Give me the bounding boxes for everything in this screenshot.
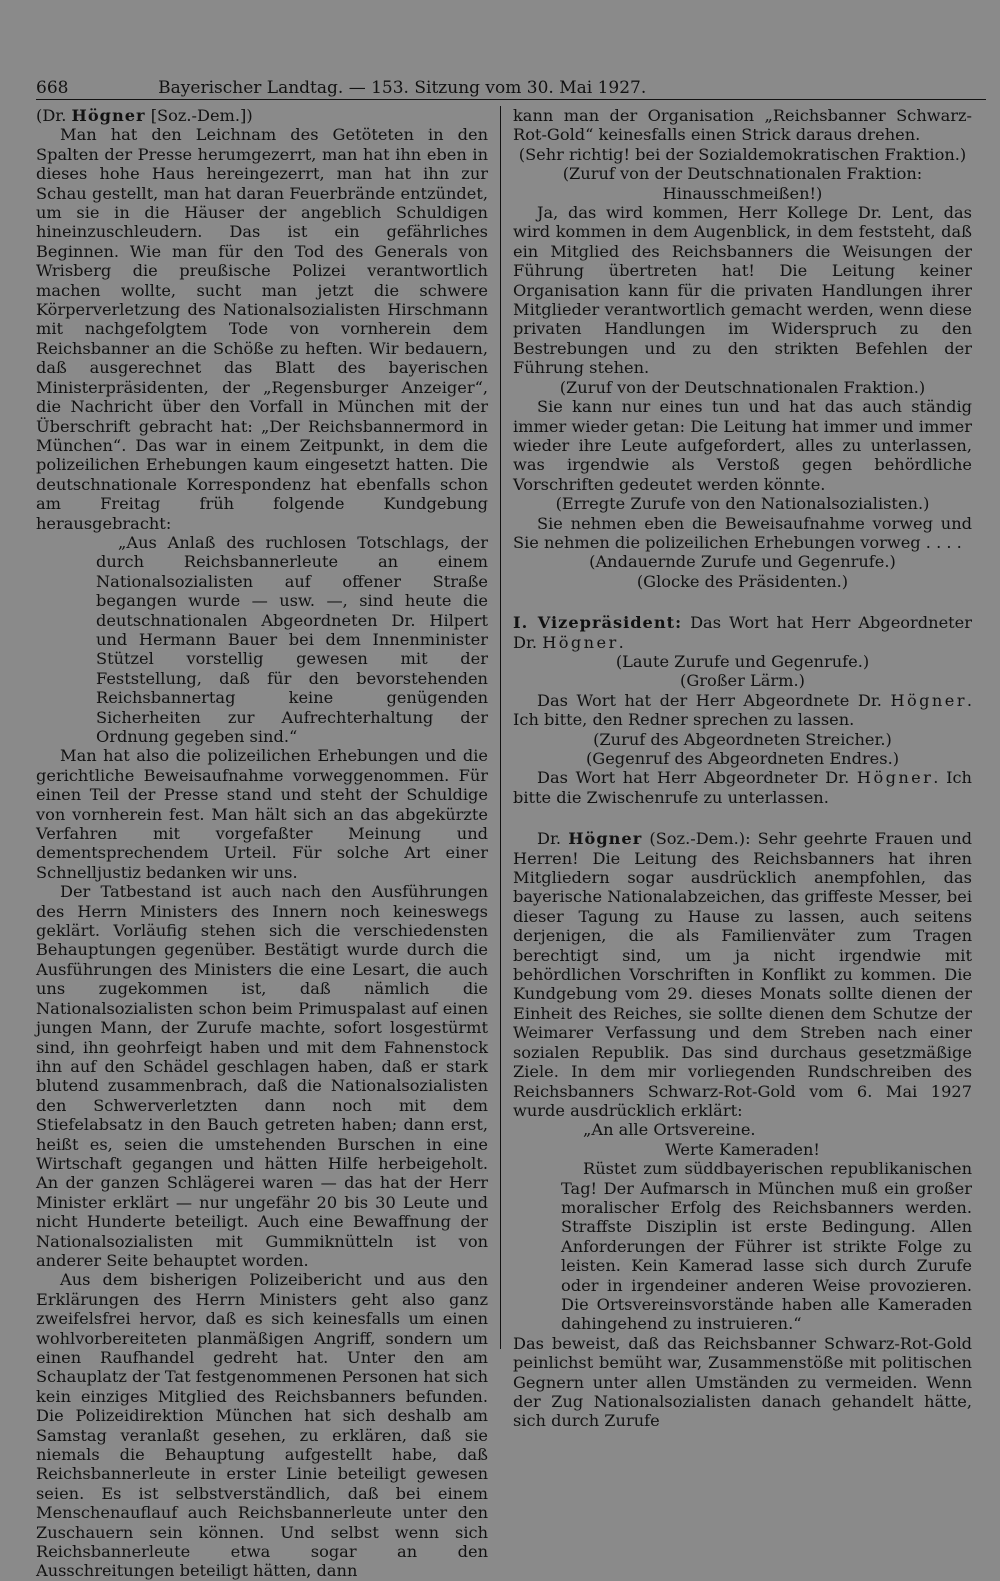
spacer: [513, 591, 972, 613]
column-divider: [500, 106, 501, 1349]
speaker-name: Högner: [890, 690, 967, 710]
interjection: (Glocke des Präsidenten.): [636, 571, 849, 591]
speaker-continuation: [36, 106, 488, 125]
quoted-statement: „Aus Anlaß des ruchlosen Totschlags, der durch Reichsbannerleute an einem Nationalsozialisten auf offener Straße begangen wurde — usw. —, sind heute die deutschnationalen Abgeordneten Dr. Hilpert und Hermann Bauer bei dem Innenminister Stützel vorstellig gewesen mit der Feststellung, daß für den bevorstehenden Reichsbannertag keine genügenden Sicherheiten zur Aufrechterhaltung der Ordnung gegeben sind.“: [96, 532, 488, 746]
speaker-name: Högner: [71, 106, 146, 125]
paragraph: [513, 691, 972, 730]
paragraph: Sie kann nur eines tun und hat das auch ständig immer wieder getan: Die Leitung hat immer und immer wieder ihre Leute aufgefordert, alles zu unterlassen, was irgendwie als Verstoß gegen behördliche Vorschriften gedeutet werden könnte.: [513, 397, 972, 494]
interjection: (Zuruf des Abgeordneten Streicher.): [593, 729, 892, 749]
running-head: Bayerischer Landtag. — 153. Sitzung vom 30. Mai 1927.: [158, 78, 647, 98]
statement-text: . Ich bitte, den Redner sprechen zu lassen.: [513, 690, 972, 730]
statement-text: .: [618, 632, 624, 652]
quote-opening: „An alle Ortsvereine.: [583, 1120, 756, 1140]
quote-greeting: Werte Kameraden!: [665, 1139, 820, 1159]
paragraph: Man hat den Leichnam des Getöteten in den Spalten der Presse herumgezerrt, man hat ihn eben in dieses hohe Haus hereingezerrt, man hat ihn zur Schau gestellt, man hat daran Feuerbrände entzündet, um sie in die Häuser der angeblich Schuldigen hineinzuschleudern. Das ist ein gefährliches Beginnen. Wie man für den Tod des Generals von Wrisberg die preußische Polizei verantwortlich machen wollte, sucht man jetzt die schwere Körperverletzung des Nationalsozialisten Hirschmann mit nachgefolgtem Tode von vornherein dem Reichsbanner an die Schöße zu heften. Wir bedauern, daß ausgerechnet das Blatt des bayerischen Ministerpräsidenten, der „Regensburger Anzeiger“, die Nachricht über den Vorfall in München mit der Überschrift gebracht hat: „Der Reichsbannermord in München“. Das war in einem Zeitpunkt, in dem die polizeilichen Erhebungen kaum eingesetzt hatten. Die deutschnationale Korrespondenz hat ebenfalls schon am Freitag früh folgende Kundgebung herausgebracht:: [36, 125, 488, 533]
vice-president-statement: [513, 613, 972, 652]
statement-text: Das Wort hat der Herr Abgeordnete Dr.: [537, 690, 891, 710]
speaker-open: (Dr.: [36, 106, 72, 125]
statement-text: Das Wort hat Herr Abgeordneter Dr.: [513, 613, 972, 652]
right-column: [509, 106, 972, 1431]
speaker-title: Dr.: [537, 829, 569, 849]
speaker-party: [Soz.-Dem.]): [145, 106, 253, 125]
left-column: [36, 106, 494, 1581]
text-columns: [36, 106, 986, 1581]
quote-body: Rüstet zum süddbayerischen republikanischen Tag! Der Aufmarsch in München muß ein großer moralischer Erfolg des Reichsbanners werden. Straffste Disziplin ist erste Bedingung. Allen Anforderungen der Führer ist strikte Folge zu leisten. Kein Kamerad lasse sich durch Zurufe oder in irgendeiner anderen Weise provozieren. Die Ortsvereinsvorstände haben alle Kameraden dahingehend zu instruieren.“: [561, 1159, 972, 1334]
page-number: 668: [36, 78, 69, 98]
paragraph: [513, 768, 972, 807]
interjection: (Gegenruf des Abgeordneten Endres.): [585, 749, 900, 768]
paragraph: Aus dem bisherigen Polizeibericht und aus den Erklärungen des Herrn Ministers geht also ganz zweifelsfrei hervor, daß es sich keinesfalls um einen wohlvorbereiteten planmäßigen Angriff, sondern um einen Raufhandel gedreht hat. Unter den am Schauplatz der Tat festgenommenen Personen hat sich kein einziges Mitglied des Reichsbanners befunden. Die Polizeidirektion München hat sich deshalb am Samstag veranlaßt gesehen, zu erklären, daß sie niemals die Behauptung aufgestellt habe, daß Reichsbannerleute in erster Linie beteiligt gewesen seien. Es ist selbstverständlich, daß bei einem Menschenauflauf auch Reichsbannerleute unter den Zuschauern sein können. Und selbst wenn sich Reichsbannerleute etwa sogar an den Ausschreitungen beteiligt hätten, dann: [36, 1270, 488, 1581]
paragraph: Sie nehmen eben die Beweisaufnahme vorweg und Sie nehmen die polizeilichen Erhebungen vorweg . . . .: [513, 513, 972, 552]
paragraph: kann man der Organisation „Reichsbanner Schwarz-Rot-Gold“ keinesfalls einen Strick daraus drehen.: [513, 106, 972, 145]
paragraph: Der Tatbestand ist auch nach den Ausführungen des Herrn Ministers des Innern noch keineswegs geklärt. Vorläufig stehen sich die verschiedensten Behauptungen gegenüber. Bestätigt wurde durch die Ausführungen des Ministers die eine Lesart, die auch uns zugekommen ist, daß nämlich die Nationalsozialisten schon beim Primuspalast auf einen jungen Mann, der Zurufe machte, sofort losgestürmt sind, ihn geohrfeigt haben und mit dem Fahnenstock ihn auf den Schädel geschlagen haben, daß er stark blutend zusammenbrach, daß die Nationalsozialisten den Schwerverletzten dann noch mit dem Stiefelabsatz in den Bauch getreten haben; dann erst, heißt es, seien die umstehenden Burschen in eine Wirtschaft gegangen und hätten Hilfe herbeigeholt. An der ganzen Schlägerei waren — das hat der Herr Minister erklärt — nur ungefähr 20 bis 30 Leute und nicht Hunderte beteiligt. Auch eine Bewaffnung der Nationalsozialisten mit Gummiknütteln ist von anderer Seite behauptet worden.: [36, 882, 488, 1270]
interjection: (Großer Lärm.): [680, 671, 805, 691]
interjection: (Erregte Zurufe von den Nationalsozialisten.): [555, 494, 930, 514]
paragraph: Man hat also die polizeilichen Erhebungen und die gerichtliche Beweisaufnahme vorweggenommen. Für einen Teil der Presse stand und steht der Schuldige von vornherein fest. Man hält sich an das abgekürzte Verfahren mit vorgefaßter Meinung und dementsprechendem Urteil. Für solche Art einer Schnelljustiz bedanken wir uns.: [36, 746, 488, 882]
interjection: (Zuruf von der Deutschnationalen Fraktion.): [559, 377, 926, 397]
interjection: (Andauernde Zurufe und Gegenrufe.): [589, 552, 896, 572]
spacer: [513, 807, 972, 829]
speaker-name: Högner: [542, 632, 619, 652]
vice-president-label: I. Vizepräsident:: [513, 613, 683, 633]
speaker-name: Högner: [856, 768, 934, 788]
paragraph: Das beweist, daß das Reichsbanner Schwarz-Rot-Gold peinlichst bemüht war, Zusammenstöße mit politischen Gegnern unter allen Umständen zu vermeiden. Wenn der Zug Nationalsozialisten danach gehandelt hätte, sich durch Zurufe: [513, 1333, 972, 1431]
speaker-name: Högner: [568, 829, 643, 849]
page-header: [36, 72, 986, 98]
interjection: (Sehr richtig! bei der Sozialdemokratischen Fraktion.): [518, 144, 967, 164]
statement-text: . Ich bitte die Zwischenrufe zu unterlassen.: [513, 768, 972, 807]
speech-paragraph: [513, 829, 972, 1120]
paragraph: Ja, das wird kommen, Herr Kollege Dr. Lent, das wird kommen in dem Augenblick, in dem feststeht, daß ein Mitglied des Reichsbanners die Weisungen der Führung übertreten hat! Die Leitung keiner Organisation kann für die privaten Handlungen ihrer Mitglieder verantwortlich gemacht werden, wenn diese privaten Handlungen im Widerspruch zu den Bestrebungen und zu den strikten Befehlen der Führung stehen.: [513, 203, 972, 378]
interjection: (Zuruf von der Deutschnationalen Fraktion: Hinausschmeißen!): [562, 164, 923, 203]
speech-text: (Soz.-Dem.): Sehr geehrte Frauen und Herren! Die Leitung des Reichsbanners hat ihren Mitgliedern sogar ausdrücklich anempfohlen, das bayerische Nationalabzeichen, das griffeste Messer, bei dieser Tagung zu Hause zu lassen, auch seitens derjenigen, die als Familienväter zum Tragen berechtigt sind, um ja nicht irgendwie mit behördlichen Vorschriften in Konflikt zu kommen. Die Kundgebung vom 29. dieses Monats sollte dienen der Einheit des Reiches, sie sollte dienen dem Schutze der Weimarer Verfassung und dem Streben nach einer sozialen Republik. Das sind durchaus gesetzmäßige Ziele. In dem mir vorliegenden Rundschreiben des Reichsbanners Schwarz-Rot-Gold vom 6. Mai 1927 wurde ausdrücklich erklärt:: [513, 829, 972, 1120]
statement-text: Das Wort hat Herr Abgeordneter Dr.: [537, 768, 857, 788]
header-rule: [36, 99, 986, 100]
interjection: (Laute Zurufe und Gegenrufe.): [615, 651, 870, 671]
